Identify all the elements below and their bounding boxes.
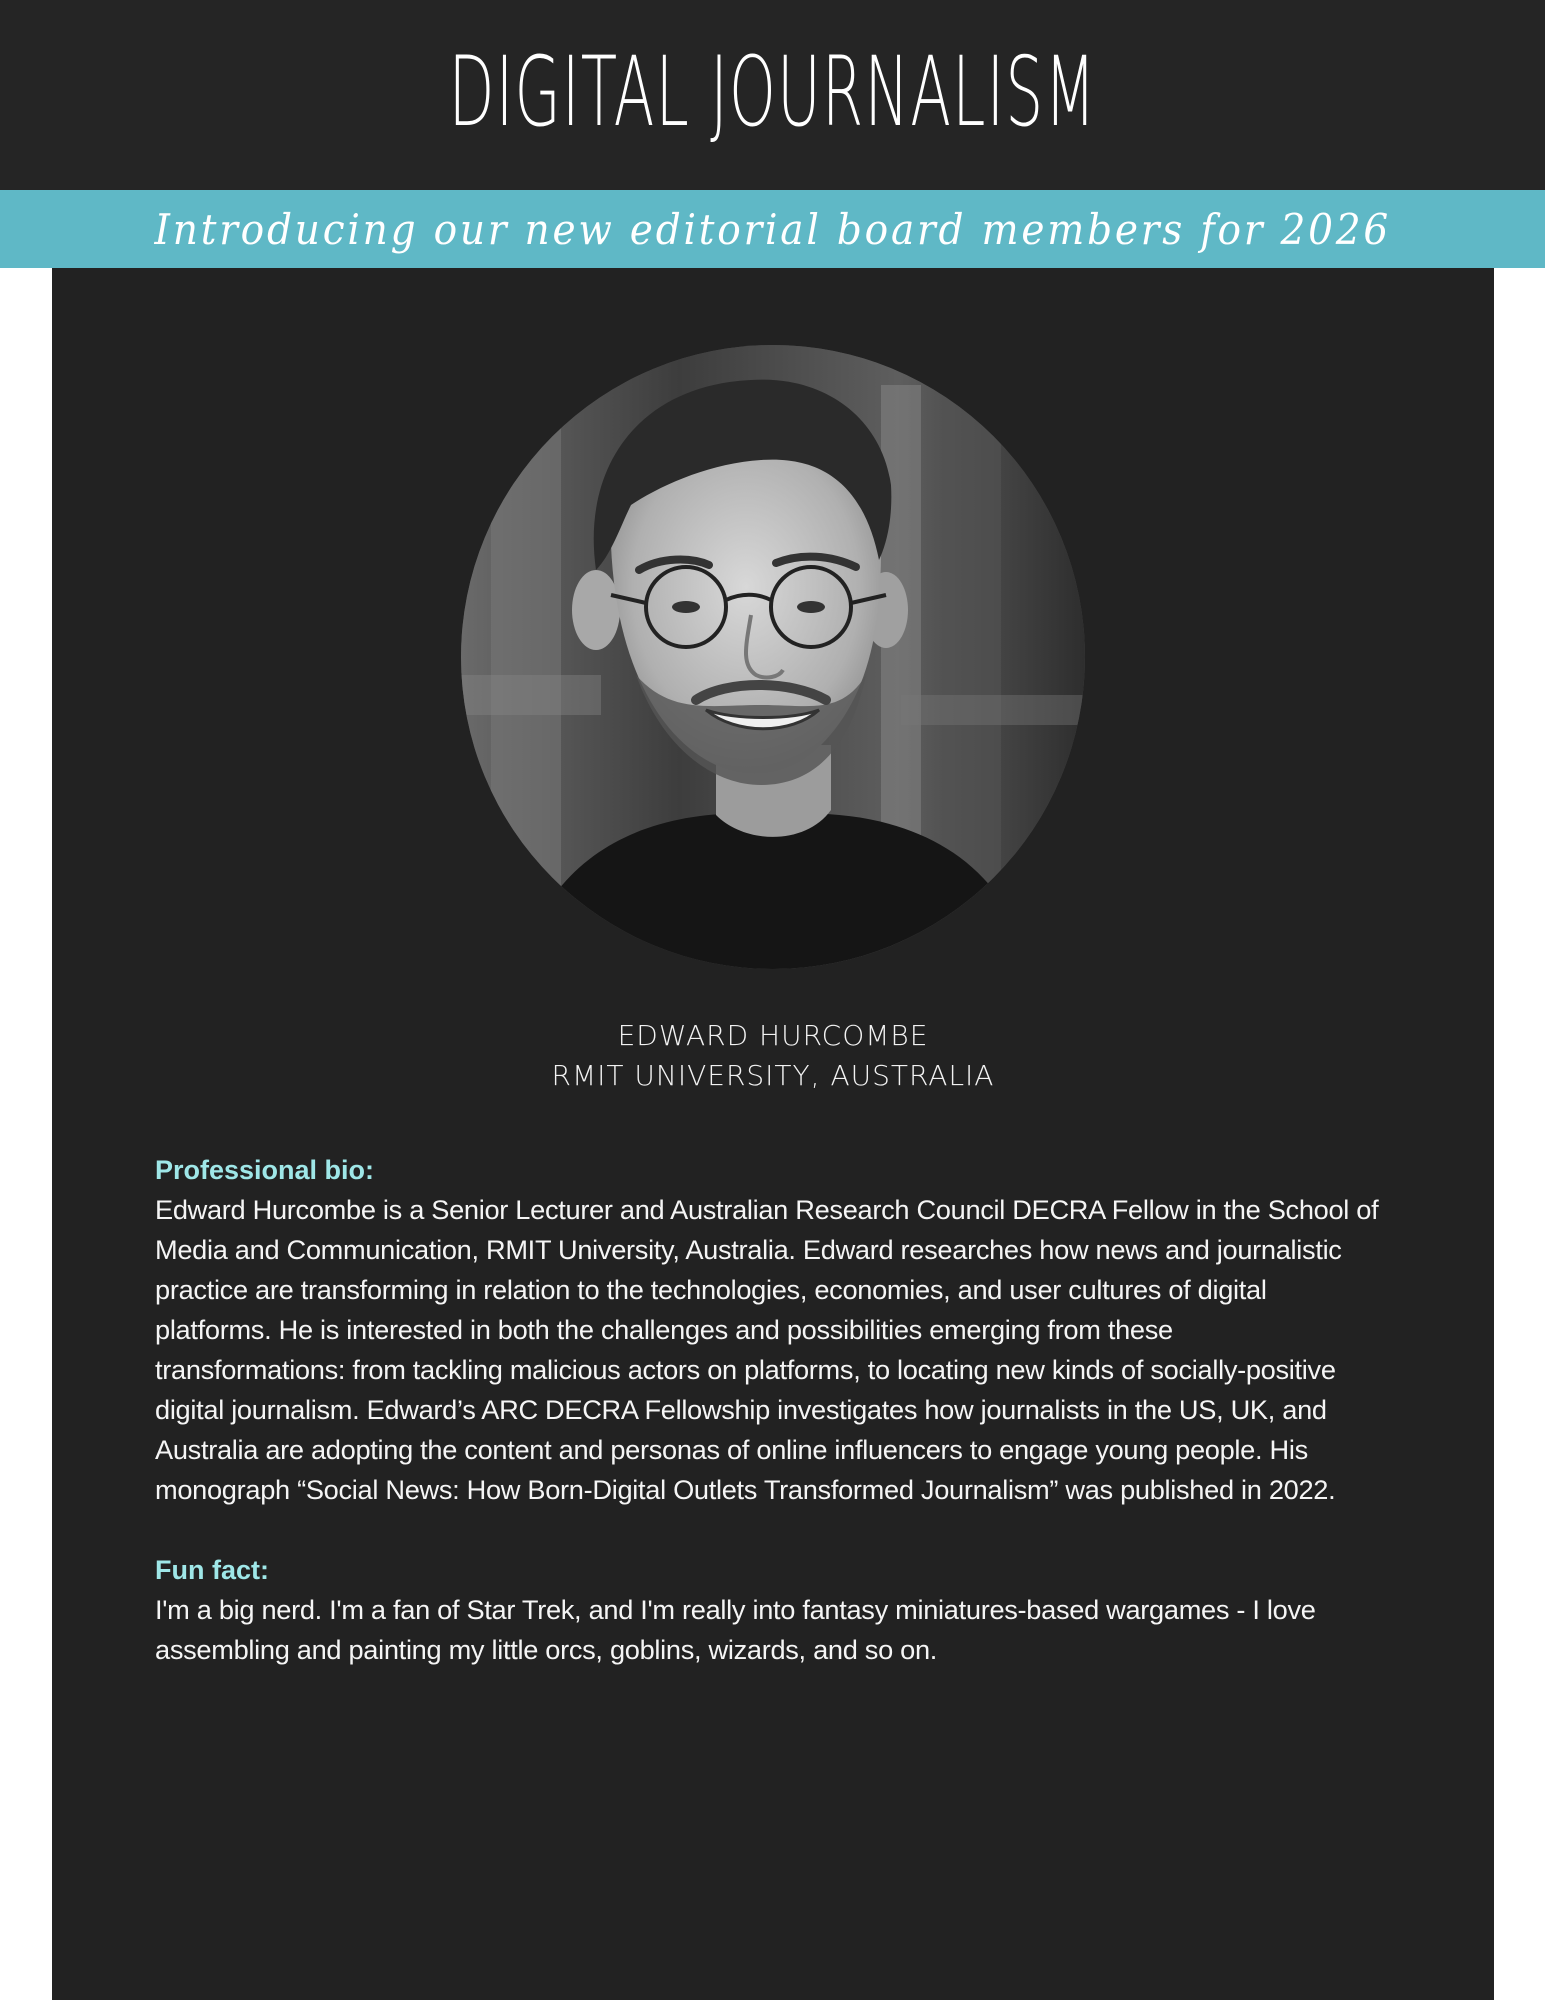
profile-content [155,1150,1405,1670]
section-spacer [155,1510,1405,1550]
person-name: EDWARD HURCOMBE [617,1019,929,1052]
announcement-banner [0,190,1545,268]
portrait-illustration [461,345,1085,969]
journal-title: DIGITAL JOURNALISM [448,36,1097,148]
header-bar [0,0,1545,190]
portrait-photo [461,345,1085,969]
person-affiliation: RMIT UNIVERSITY, AUSTRALIA [551,1059,995,1092]
profile-caption [52,1016,1494,1096]
banner-text: Introducing our new editorial board members for 2026 [154,204,1391,254]
bio-text: Edward Hurcombe is a Senior Lecturer and Australian Research Council DECRA Fellow in the School of Media and Communication, RMIT University, Australia. Edward researches how news and journalistic practice are transforming in relation to the technologies, economies, and user cultures of digital platforms. He is interested in both the challenges and possibilities emerging from these transformations: from tackling malicious actors on platforms, to locating new kinds of socially-positive digital journalism. Edward’s ARC DECRA Fellowship investigates how journalists in the US, UK, and Australia are adopting the content and personas of online influencers to engage young people. His monograph “Social News: How Born-Digital Outlets Transformed Journalism” was published in 2022. [155,1194,1379,1505]
fun-fact-text: I'm a big nerd. I'm a fan of Star Trek, and I'm really into fantasy miniatures-based wargames - I love assembling and painting my little orcs, goblins, wizards, and so on. [155,1594,1316,1665]
bio-heading: Professional bio: [155,1155,375,1185]
fun-fact-heading: Fun fact: [155,1555,269,1585]
